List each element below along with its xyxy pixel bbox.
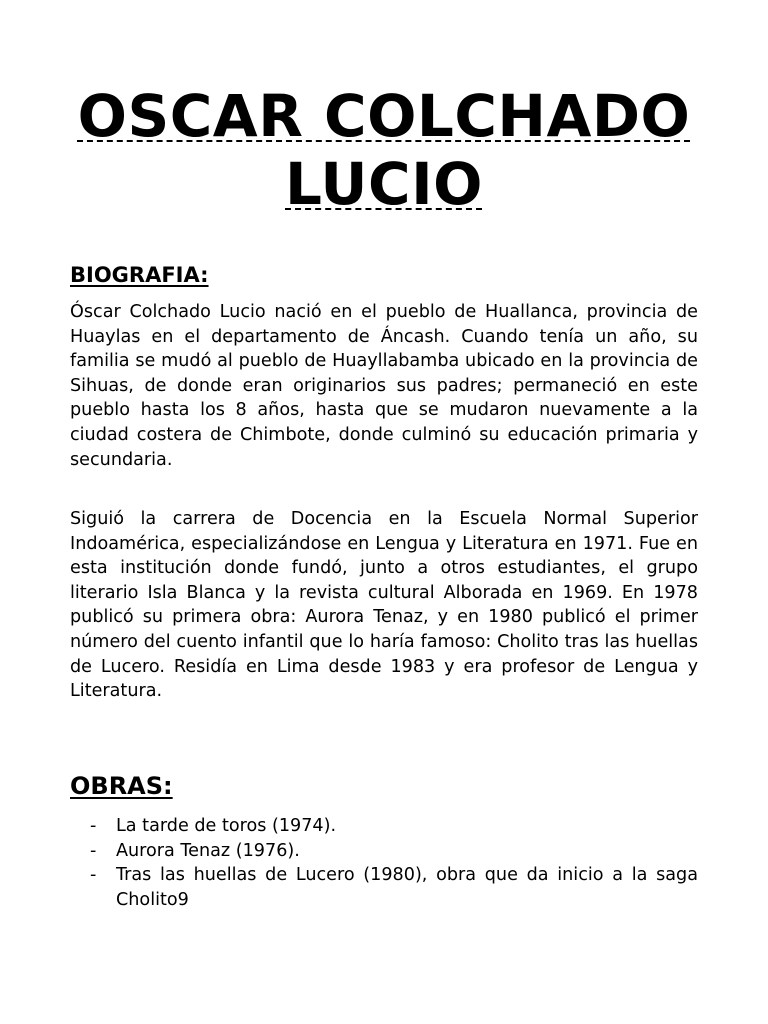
works-heading: OBRAS: xyxy=(70,772,173,800)
work-title: Aurora Tenaz (1976). xyxy=(116,840,300,861)
works-list-item xyxy=(70,814,698,839)
title-line-2: LUCIO xyxy=(285,150,483,218)
list-bullet: - xyxy=(90,865,97,886)
biography-paragraph-2: Siguió la carrera de Docencia en la Escuela Normal Superior Indoamérica, especializándose en Lengua y Literatura en 1971. Fue en esta institución donde fundó, junto a otros estudiantes, el grupo literario Isla Blanca y la revista cultural Alborada en 1969. En 1978 publicó su primera obra: Aurora Tenaz, y en 1980 publicó el primer número del cuento infantil que lo haría famoso: Cholito tras las huellas de Lucero. Residía en Lima desde 1983 y era profesor de Lengua y Literatura. xyxy=(70,509,698,702)
title-line-1: OSCAR COLCHADO xyxy=(77,82,691,150)
work-title: Tras las huellas de Lucero (1980), obra que da inicio a la saga Cholito9 xyxy=(116,865,698,910)
list-bullet: - xyxy=(90,816,97,836)
list-bullet: - xyxy=(90,840,97,861)
biography-paragraph-1: Óscar Colchado Lucio nació en el pueblo de Huallanca, provincia de Huaylas en el departamento de Áncash. Cuando tenía un año, su familia se mudó al pueblo de Huayllabamba ubicado en la provincia de Sihuas, de donde eran originarios sus padres; permaneció en este pueblo hasta los 8 años, hasta que se mudaron nuevamente a la ciudad costera de Chimbote, donde culminó su educación primaria y secundaria. xyxy=(70,302,698,470)
works-list-item xyxy=(70,839,698,864)
works-list-item xyxy=(70,863,698,912)
biography-heading: BIOGRAFIA: xyxy=(70,263,209,287)
work-title: La tarde de toros (1974). xyxy=(116,816,337,836)
document-title xyxy=(70,82,698,218)
works-list xyxy=(70,814,698,912)
